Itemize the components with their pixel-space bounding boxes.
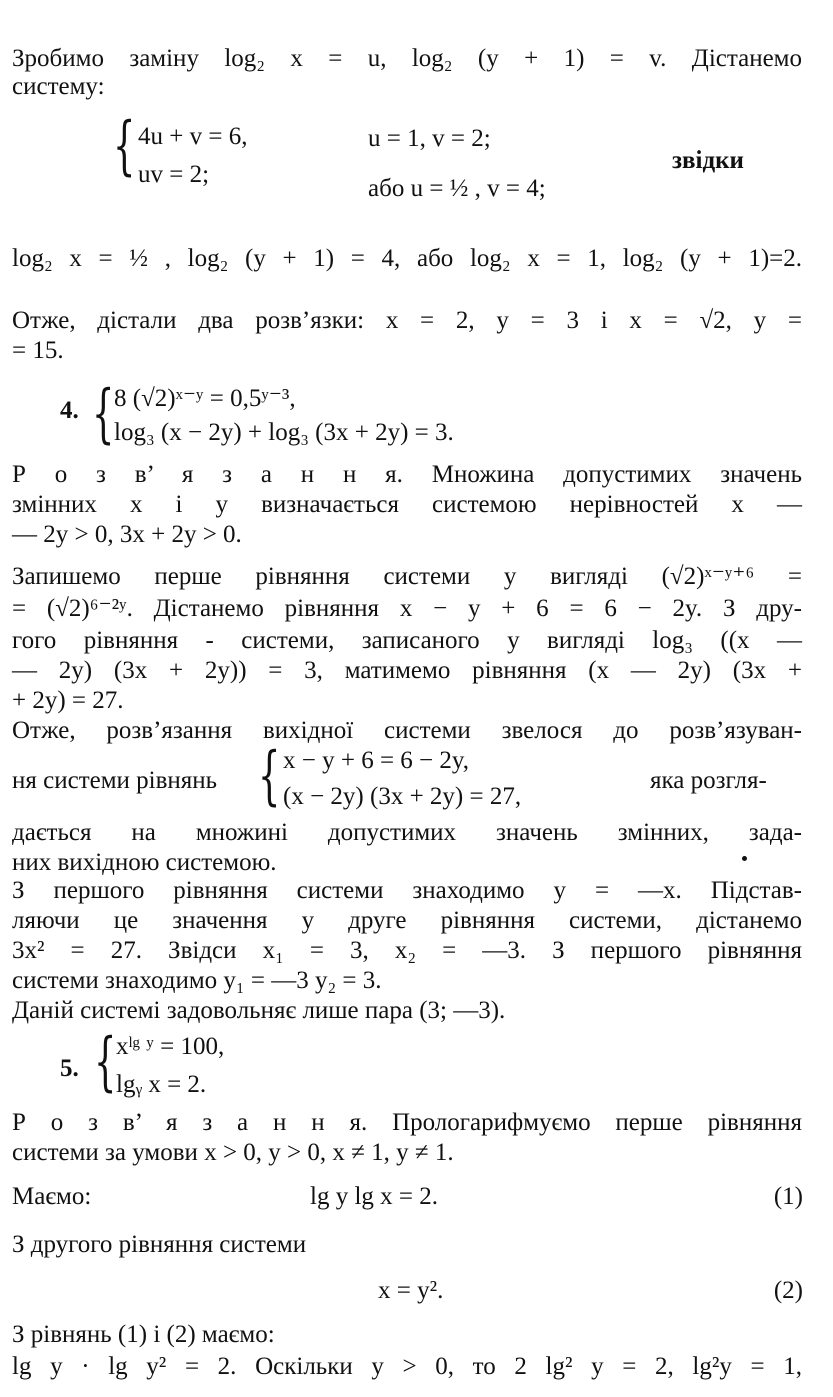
text-line: яка розгля- <box>650 767 767 794</box>
text-line: = (√2)⁶⁻²ʸ. Дістанемо рівняння x − y + 6 = 6 − 2y. З дру- <box>12 595 802 622</box>
text-line: + 2y) = 27. <box>12 687 124 714</box>
text-line: системи за умови x > 0, y > 0, x ≠ 1, y ≠ 1. <box>12 1139 454 1166</box>
text-line: Запишемо перше рівняння системи у вигляді (√2)ˣ⁻ʸ⁺⁶ = <box>12 563 802 590</box>
text-line: Зробимо заміну log₂ x = u, log₂ (y + 1) = v. Дістанемо <box>12 45 802 72</box>
text-line: Отже, розв’язання вихідної системи звелося до розв’язуван- <box>12 717 802 744</box>
text-line: — 2y > 0, 3x + 2y > 0. <box>12 521 242 548</box>
equation-number: (1) <box>773 1183 803 1210</box>
text-line: З рівнянь (1) і (2) маємо: <box>12 1321 275 1348</box>
solution-line: u = 1, v = 2; <box>368 125 491 152</box>
system-equation: x − y + 6 = 6 − 2y, <box>283 747 470 774</box>
equation: x = y². <box>378 1277 444 1304</box>
problem-number: 4. <box>60 397 79 424</box>
equation-number: (2) <box>773 1277 803 1304</box>
equation: lg y lg x = 2. <box>310 1183 438 1210</box>
text-line: Даній системі задовольняє лише пара (3; —3). <box>12 997 506 1024</box>
text-line: ляючи це значення у друге рівняння системи, дістанемо <box>12 907 802 934</box>
text-line: системи знаходимо y₁ = —3 y₂ = 3. <box>12 967 382 994</box>
text-line: ня системи рівнянь <box>12 767 218 794</box>
system-equation: lgᵧ x = 2. <box>116 1071 207 1098</box>
system-brace: { <box>92 377 115 451</box>
system-brace: { <box>113 109 136 183</box>
text-line: Р о з в’ я з а н н я. Прологарифмуємо перше рівняння <box>12 1109 802 1136</box>
text-line: звідки <box>672 147 744 174</box>
text-line: дається на множині допустимих значень змінних, зада- <box>12 819 802 846</box>
text-line: log₂ x = ½ , log₂ (y + 1) = 4, або log₂ x = 1, log₂ (y + 1)=2. <box>12 245 802 272</box>
system-equation: 8 (√2)ˣ⁻ʸ = 0,5ʸ⁻³, <box>114 385 296 412</box>
system-brace: { <box>94 1025 117 1099</box>
system-equation: (x − 2y) (3x + 2y) = 27, <box>283 783 522 810</box>
text-line: Маємо: <box>12 1183 92 1210</box>
system-equation: 4u + v = 6, <box>138 123 248 150</box>
system-brace: { <box>258 739 281 813</box>
text-line: гого рівняння - системи, записаного у вигляді log₃ ((x — <box>12 627 802 654</box>
text-line: З першого рівняння системи знаходимо y = —x. Підстав- <box>12 877 802 904</box>
text-line: З другого рівняння системи <box>12 1231 307 1258</box>
text-line: Отже, дістали два розв’язки: x = 2, y = 3 і x = √2, y = <box>12 307 802 334</box>
text-line: = 15. <box>12 337 64 364</box>
text-line: lg y · lg y² = 2. Оскільки y > 0, то 2 lg² y = 2, lg²y = 1, <box>12 1353 802 1380</box>
solution-line: або u = ½ , v = 4; <box>368 175 546 202</box>
text-line: Р о з в’ я з а н н я. Множина допустимих значень <box>12 461 802 488</box>
text-line: змінних x і y визначається системою нерівностей x — <box>12 491 802 518</box>
text-line: 3x² = 27. Звідси x₁ = 3, x₂ = —3. З першого рівняння <box>12 937 802 964</box>
text-line: систему: <box>12 73 105 100</box>
system-equation: log₃ (x − 2y) + log₃ (3x + 2y) = 3. <box>114 419 454 446</box>
problem-number: 5. <box>60 1055 79 1082</box>
text-line: — 2y) (3x + 2y)) = 3, матимемо рівняння (x — 2y) (3x + <box>12 657 802 684</box>
print-speck <box>742 856 747 861</box>
system-equation: xˡᵍ ʸ = 100, <box>116 1033 225 1060</box>
system-equation: uv = 2; <box>138 161 210 188</box>
text-line: них вихідною системою. <box>12 849 277 876</box>
